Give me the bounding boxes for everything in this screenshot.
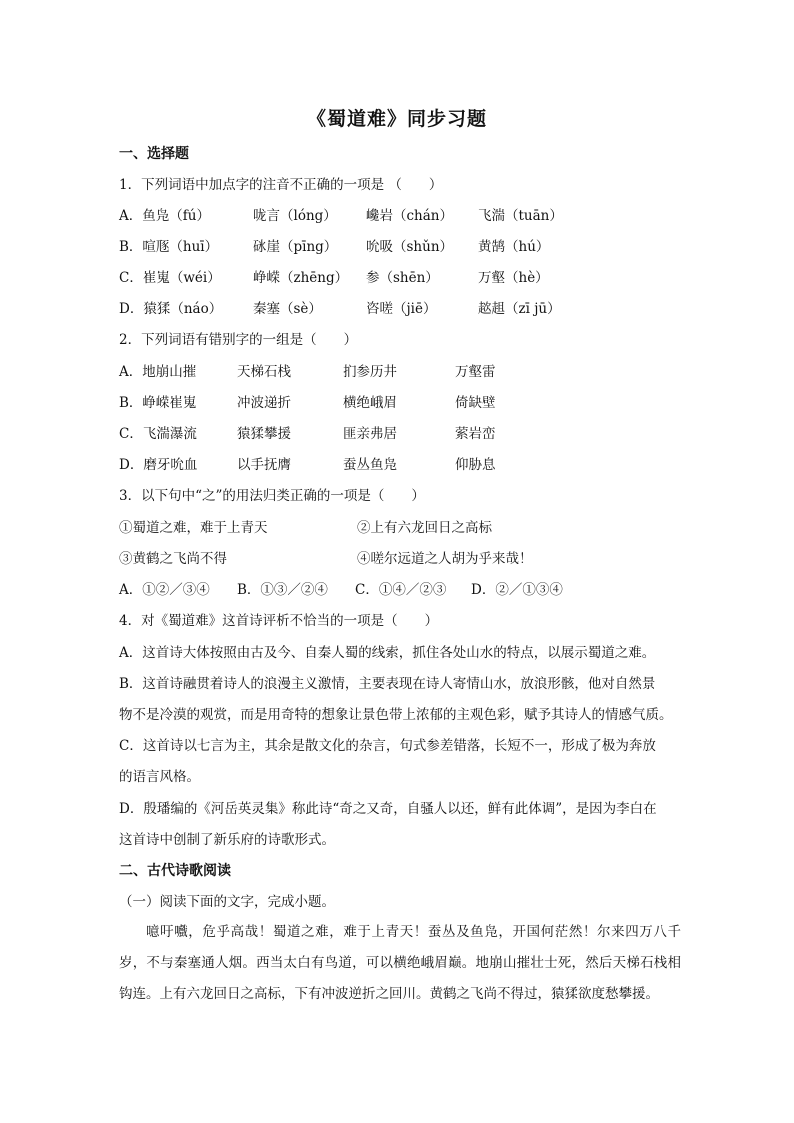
q4-line-1: A．这首诗大体按照由古及今、自秦人蜀的线索，抓住各处山水的特点，以展示蜀道之难。 <box>119 645 656 661</box>
q3-option-d: D．②／①③④ <box>471 582 563 598</box>
q2-a-4: 万壑雷 <box>455 364 496 380</box>
q1-d-3: 咨嗟（jiē） <box>366 301 437 317</box>
q2-option-row-b <box>119 393 679 413</box>
question-1-stem: 1．下列词语中加点字的注音不正确的一项是 （ ） <box>119 177 443 193</box>
poem-passage: 噫吁嚱，危乎高哉！蜀道之难，难于上青天！蚕丛及鱼凫，开国何茫然！尔来四万八千岁，不与秦塞通人烟。西当太白有鸟道，可以横绝峨眉巅。地崩山摧壮士死，然后天梯石栈相钩连。上有六龙回日之高标，下有冲波逆折之回川。黄鹤之飞尚不得过，猿猱欲度愁攀援。 <box>119 924 681 1002</box>
q1-c-4: 万壑（hè） <box>478 270 549 286</box>
q1-option-row-a <box>119 206 679 226</box>
q2-c-3: 匪亲弗居 <box>343 426 397 442</box>
q1-b-2: 砯崖（pīng） <box>253 239 338 255</box>
question-2-stem: 2．下列词语有错别字的一组是（ ） <box>119 332 358 348</box>
q1-d-4: 趑趄（zī jū） <box>478 301 561 317</box>
q2-b-1: B．峥嵘崔嵬 <box>119 395 197 411</box>
q2-d-3: 蚕丛鱼凫 <box>343 457 397 473</box>
q1-a-1: A．鱼凫（fú） <box>119 208 210 224</box>
question-4-stem: 4．对《蜀道难》这首诗评析不恰当的一项是（ ） <box>119 613 439 629</box>
q1-option-row-b <box>119 237 679 257</box>
q2-a-2: 天梯石栈 <box>237 364 291 380</box>
section-heading-choice: 一、选择题 <box>119 146 189 162</box>
q3-option-a: A．①②／③④ <box>119 582 210 598</box>
q2-d-2: 以手抚膺 <box>237 457 291 473</box>
q1-option-row-c <box>119 268 679 288</box>
q4-line-2: B．这首诗融贯着诗人的浪漫主义激情，主要表现在诗人寄情山水，放浪形骸，他对自然景 <box>119 676 656 692</box>
q2-option-row-a <box>119 362 679 382</box>
q2-a-3: 扪参历井 <box>343 364 397 380</box>
q3-sentence-row-1 <box>119 518 679 538</box>
q1-b-4: 黄鹄（hú） <box>478 239 550 255</box>
q4-line-7: 这首诗中创制了新乐府的诗歌形式。 <box>119 832 335 848</box>
q1-b-3: 吮吸（shǔn） <box>366 239 454 255</box>
q1-d-1: D．猿猱（náo） <box>119 301 223 317</box>
q3-sentence-1: ①蜀道之难，难于上青天 <box>119 520 268 536</box>
question-3-stem: 3．以下句中“之”的用法归类正确的一项是（ ） <box>119 488 425 504</box>
q2-a-1: A．地崩山摧 <box>119 364 197 380</box>
q4-line-5: 的语言风格。 <box>119 769 200 785</box>
section-heading-poetry: 二、古代诗歌阅读 <box>119 863 231 879</box>
q1-c-1: C．崔嵬（wéi） <box>119 270 221 286</box>
q4-line-6: D．殷璠编的《河岳英灵集》称此诗“奇之又奇，自骚人以还，鲜有此体调”，是因为李白在 <box>119 801 657 817</box>
subsection-heading: （一）阅读下面的文字，完成小题。 <box>119 894 335 910</box>
q1-c-2: 峥嵘（zhēng） <box>253 270 349 286</box>
q3-option-b: B．①③／②④ <box>237 582 328 598</box>
q2-b-4: 倚缺壁 <box>455 395 496 411</box>
q4-line-4: C．这首诗以七言为主，其余是散文化的杂言，句式参差错落，长短不一，形成了极为奔放 <box>119 738 656 754</box>
q2-d-4: 仰胁息 <box>455 457 496 473</box>
q3-option-c: C．①④／②③ <box>355 582 447 598</box>
q3-sentence-2: ②上有六龙回日之高标 <box>357 520 492 536</box>
q2-b-3: 横绝峨眉 <box>343 395 397 411</box>
q1-c-3: 参（shēn） <box>366 270 439 286</box>
q3-sentence-row-2 <box>119 549 679 569</box>
q2-c-1: C．飞湍瀑流 <box>119 426 197 442</box>
q2-option-row-d <box>119 455 679 475</box>
q1-b-1: B．喧豗（huī） <box>119 239 219 255</box>
q1-a-3: 巉岩（chán） <box>366 208 453 224</box>
q1-a-4: 飞湍（tuān） <box>478 208 563 224</box>
q2-c-4: 萦岩峦 <box>455 426 496 442</box>
q1-d-2: 秦塞（sè） <box>253 301 322 317</box>
q2-option-row-c <box>119 424 679 444</box>
q2-c-2: 猿猱攀援 <box>237 426 291 442</box>
q1-option-row-d <box>119 299 679 319</box>
q3-option-row <box>119 580 679 600</box>
q3-sentence-3: ③黄鹤之飞尚不得 <box>119 551 227 567</box>
q4-line-3: 物不是冷漠的观赏，而是用奇特的想象让景色带上浓郁的主观色彩，赋予其诗人的情感气质。 <box>119 707 673 723</box>
q2-b-2: 冲波递折 <box>237 395 291 411</box>
page-title: 《蜀道难》同步习题 <box>306 108 487 130</box>
q3-sentence-4: ④嗟尔远道之人胡为乎来哉！ <box>357 551 533 567</box>
q2-d-1: D．磨牙吮血 <box>119 457 198 473</box>
q1-a-2: 咙言（lóng） <box>253 208 337 224</box>
